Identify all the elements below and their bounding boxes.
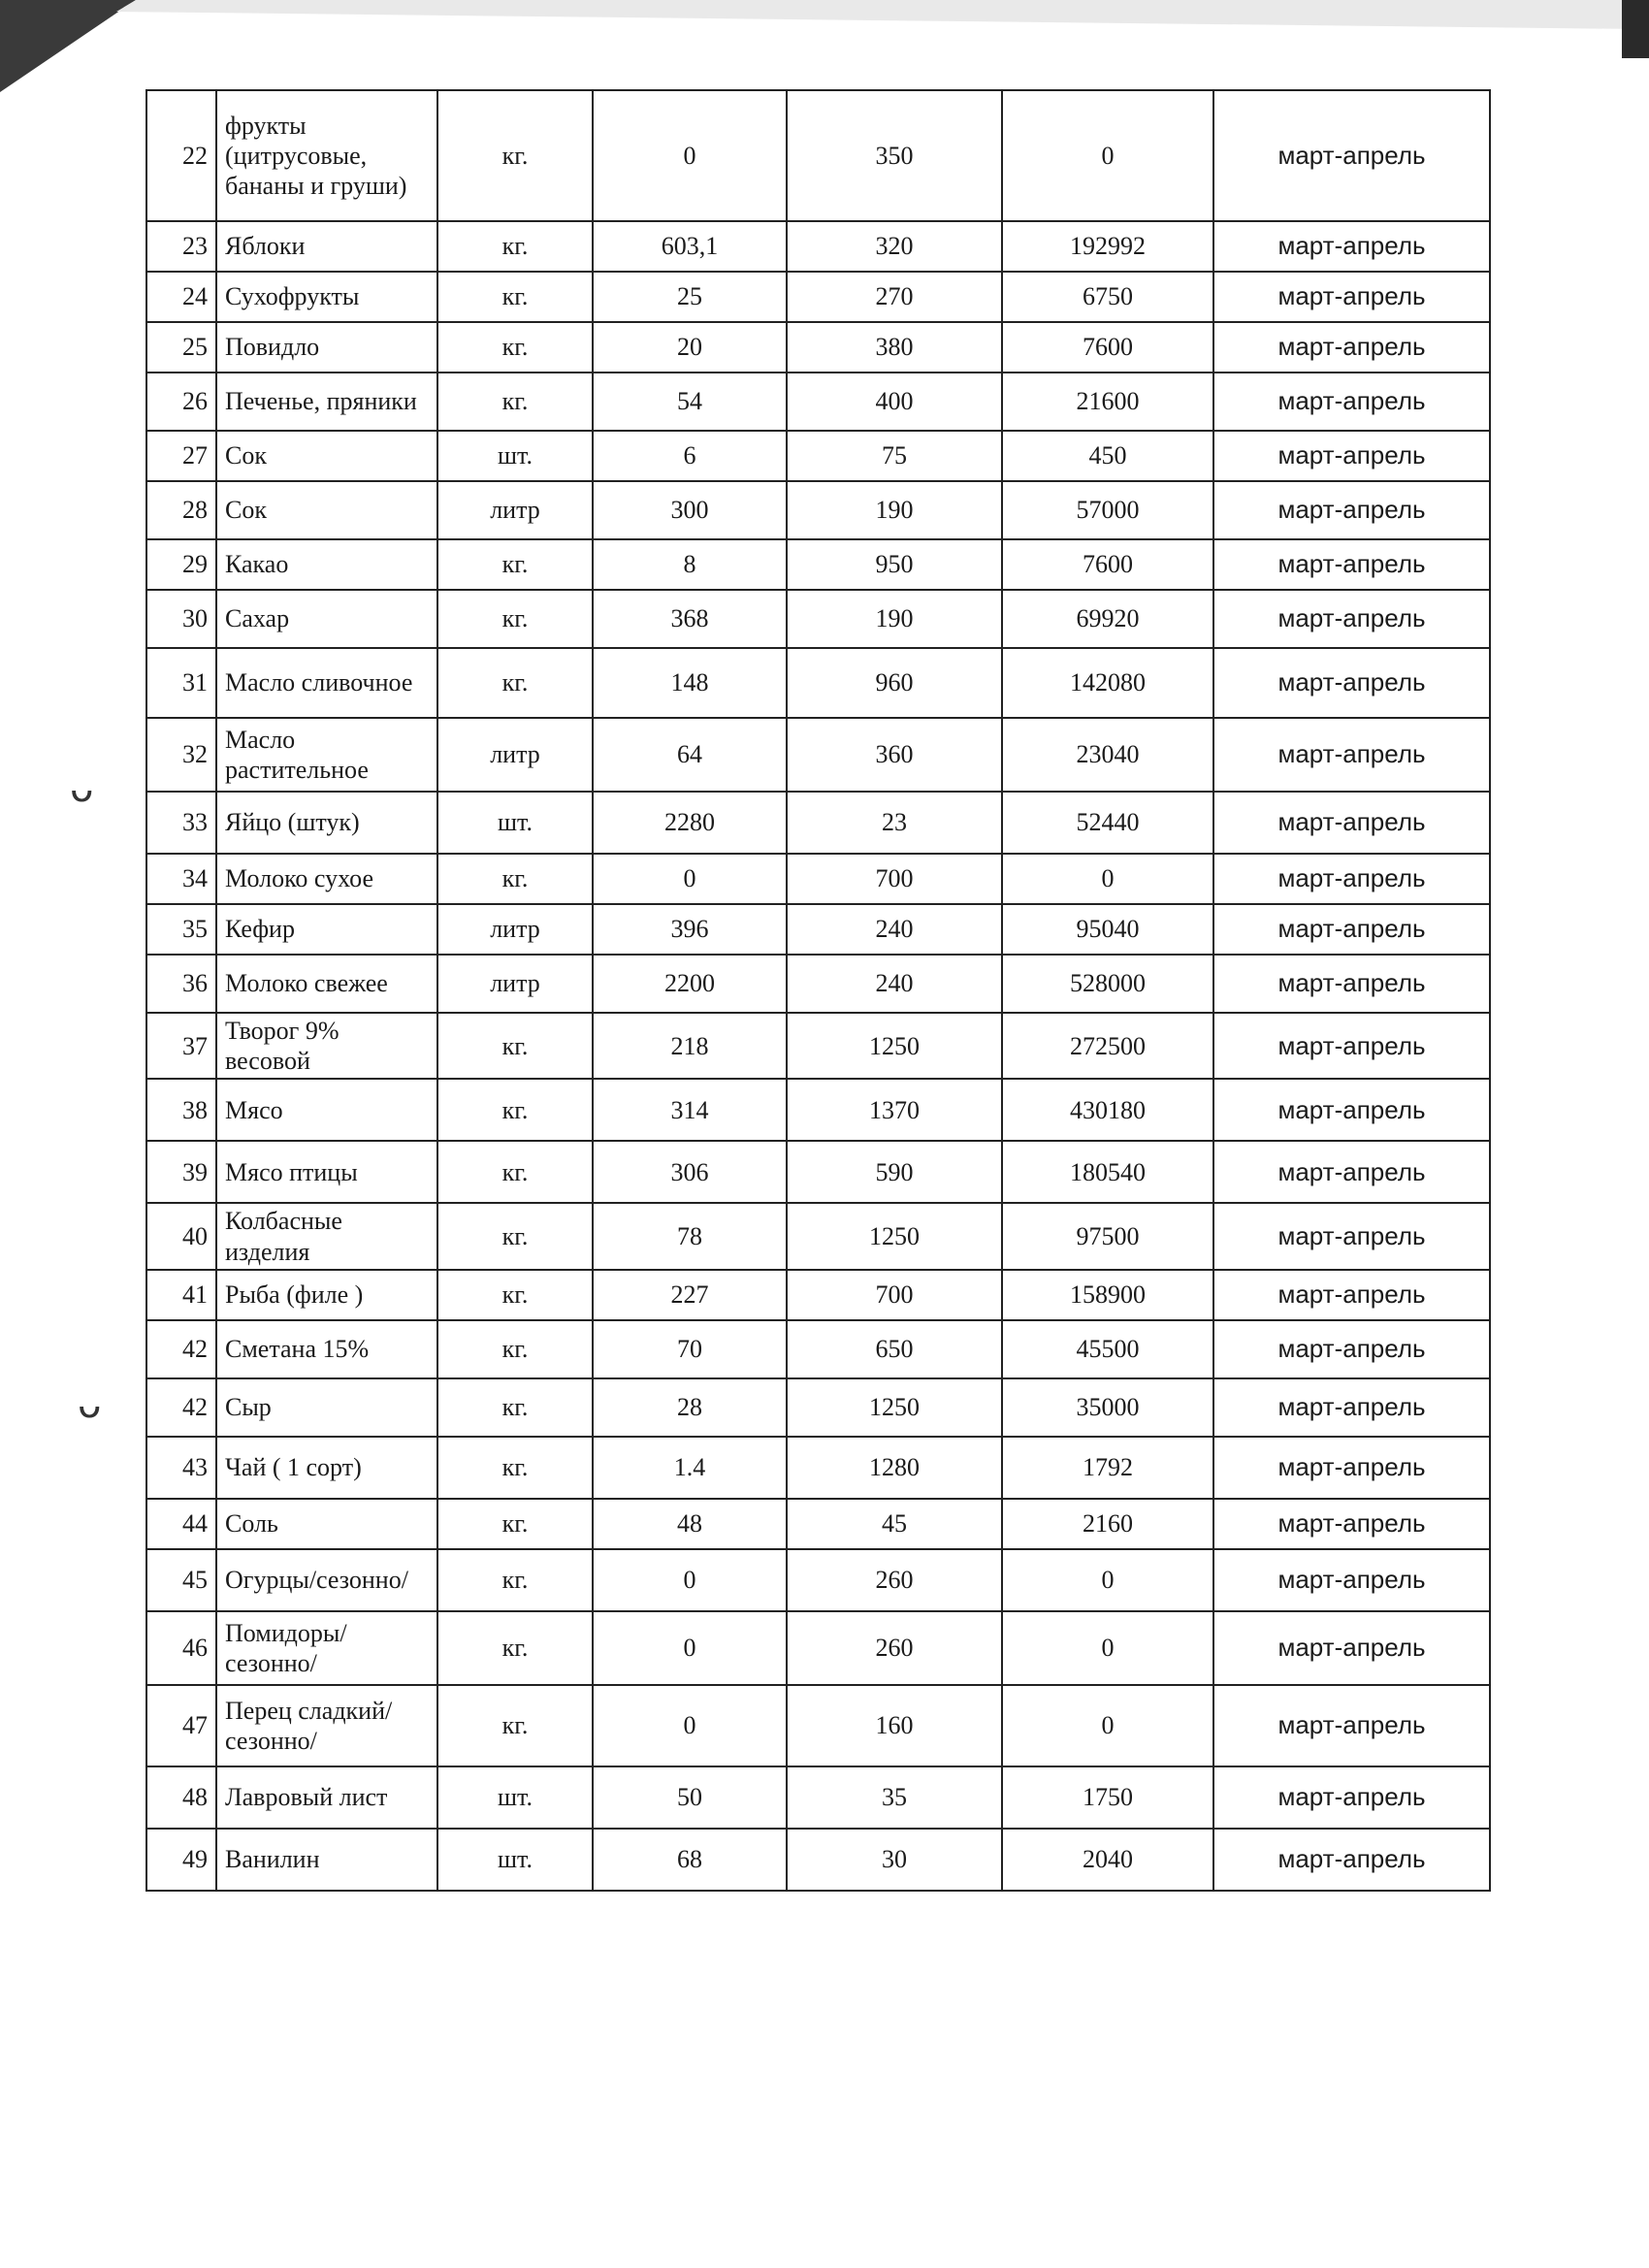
unit-cell: кг. <box>437 221 593 272</box>
row-number-cell: 47 <box>146 1685 216 1766</box>
product-table <box>146 89 1491 1892</box>
unit-cell: шт. <box>437 792 593 854</box>
price-cell: 590 <box>787 1141 1002 1203</box>
table-row <box>146 792 1490 854</box>
product-name-cell: Кефир <box>216 904 437 955</box>
row-number-cell: 31 <box>146 648 216 718</box>
quantity-cell: 54 <box>593 373 787 431</box>
sum-cell: 95040 <box>1002 904 1213 955</box>
product-name-cell: Помидоры/сезонно/ <box>216 1611 437 1685</box>
product-name-cell: Рыба (филе ) <box>216 1270 437 1320</box>
sum-cell: 180540 <box>1002 1141 1213 1203</box>
period-cell: март-апрель <box>1213 373 1490 431</box>
product-name-cell: Сухофрукты <box>216 272 437 322</box>
price-cell: 1250 <box>787 1203 1002 1269</box>
unit-cell: кг. <box>437 648 593 718</box>
table-row <box>146 1549 1490 1611</box>
price-cell: 45 <box>787 1499 1002 1549</box>
period-cell: март-апрель <box>1213 718 1490 792</box>
period-cell: март-апрель <box>1213 539 1490 590</box>
row-number-cell: 42 <box>146 1320 216 1378</box>
price-cell: 75 <box>787 431 1002 481</box>
row-number-cell: 38 <box>146 1079 216 1141</box>
sum-cell: 52440 <box>1002 792 1213 854</box>
table-row <box>146 1685 1490 1766</box>
table-row <box>146 1766 1490 1829</box>
unit-cell: шт. <box>437 431 593 481</box>
quantity-cell: 218 <box>593 1013 787 1079</box>
sum-cell: 21600 <box>1002 373 1213 431</box>
period-cell: март-апрель <box>1213 272 1490 322</box>
unit-cell: кг. <box>437 322 593 373</box>
row-number-cell: 33 <box>146 792 216 854</box>
sum-cell: 7600 <box>1002 322 1213 373</box>
quantity-cell: 25 <box>593 272 787 322</box>
price-cell: 960 <box>787 648 1002 718</box>
sum-cell: 45500 <box>1002 1320 1213 1378</box>
row-number-cell: 42 <box>146 1378 216 1437</box>
quantity-cell: 227 <box>593 1270 787 1320</box>
sum-cell: 2040 <box>1002 1829 1213 1891</box>
table-row <box>146 431 1490 481</box>
unit-cell: кг. <box>437 590 593 648</box>
sum-cell: 0 <box>1002 1611 1213 1685</box>
price-cell: 1250 <box>787 1013 1002 1079</box>
row-number-cell: 26 <box>146 373 216 431</box>
quantity-cell: 148 <box>593 648 787 718</box>
sum-cell: 1750 <box>1002 1766 1213 1829</box>
sum-cell: 97500 <box>1002 1203 1213 1269</box>
price-cell: 350 <box>787 90 1002 221</box>
product-name-cell: фрукты (цитрусовые, бананы и груши) <box>216 90 437 221</box>
period-cell: март-апрель <box>1213 1203 1490 1269</box>
quantity-cell: 68 <box>593 1829 787 1891</box>
price-cell: 700 <box>787 854 1002 904</box>
price-cell: 30 <box>787 1829 1002 1891</box>
period-cell: март-апрель <box>1213 221 1490 272</box>
unit-cell: кг. <box>437 1013 593 1079</box>
sum-cell: 430180 <box>1002 1079 1213 1141</box>
product-name-cell: Ванилин <box>216 1829 437 1891</box>
row-number-cell: 40 <box>146 1203 216 1269</box>
row-number-cell: 49 <box>146 1829 216 1891</box>
price-cell: 260 <box>787 1549 1002 1611</box>
price-cell: 160 <box>787 1685 1002 1766</box>
price-cell: 650 <box>787 1320 1002 1378</box>
table-row <box>146 1611 1490 1685</box>
product-name-cell: Молоко сухое <box>216 854 437 904</box>
period-cell: март-апрель <box>1213 1685 1490 1766</box>
period-cell: март-апрель <box>1213 1141 1490 1203</box>
table-row <box>146 1079 1490 1141</box>
period-cell: март-апрель <box>1213 1079 1490 1141</box>
sum-cell: 528000 <box>1002 955 1213 1013</box>
price-cell: 700 <box>787 1270 1002 1320</box>
unit-cell: кг. <box>437 539 593 590</box>
hole-punch-mark: ᴗ <box>70 766 94 811</box>
product-name-cell: Какао <box>216 539 437 590</box>
price-cell: 270 <box>787 272 1002 322</box>
table-row <box>146 1013 1490 1079</box>
product-table-sheet <box>146 89 1489 1892</box>
quantity-cell: 50 <box>593 1766 787 1829</box>
row-number-cell: 28 <box>146 481 216 539</box>
period-cell: март-апрель <box>1213 854 1490 904</box>
row-number-cell: 35 <box>146 904 216 955</box>
hole-punch-mark: ᴗ <box>78 1382 102 1427</box>
unit-cell: кг. <box>437 1141 593 1203</box>
period-cell: март-апрель <box>1213 1013 1490 1079</box>
sum-cell: 0 <box>1002 90 1213 221</box>
row-number-cell: 24 <box>146 272 216 322</box>
table-row <box>146 1499 1490 1549</box>
quantity-cell: 70 <box>593 1320 787 1378</box>
row-number-cell: 22 <box>146 90 216 221</box>
sum-cell: 69920 <box>1002 590 1213 648</box>
unit-cell: кг. <box>437 854 593 904</box>
table-row <box>146 90 1490 221</box>
unit-cell: литр <box>437 481 593 539</box>
price-cell: 23 <box>787 792 1002 854</box>
price-cell: 240 <box>787 904 1002 955</box>
table-row <box>146 373 1490 431</box>
period-cell: март-апрель <box>1213 322 1490 373</box>
table-row <box>146 648 1490 718</box>
quantity-cell: 1.4 <box>593 1437 787 1499</box>
quantity-cell: 48 <box>593 1499 787 1549</box>
row-number-cell: 30 <box>146 590 216 648</box>
row-number-cell: 44 <box>146 1499 216 1549</box>
period-cell: март-апрель <box>1213 431 1490 481</box>
price-cell: 240 <box>787 955 1002 1013</box>
unit-cell: кг. <box>437 1203 593 1269</box>
quantity-cell: 78 <box>593 1203 787 1269</box>
product-name-cell: Яйцо (штук) <box>216 792 437 854</box>
sum-cell: 0 <box>1002 1549 1213 1611</box>
price-cell: 320 <box>787 221 1002 272</box>
period-cell: март-апрель <box>1213 1549 1490 1611</box>
row-number-cell: 29 <box>146 539 216 590</box>
quantity-cell: 603,1 <box>593 221 787 272</box>
period-cell: март-апрель <box>1213 1766 1490 1829</box>
price-cell: 35 <box>787 1766 1002 1829</box>
sum-cell: 6750 <box>1002 272 1213 322</box>
period-cell: март-апрель <box>1213 955 1490 1013</box>
product-name-cell: Перец сладкий/сезонно/ <box>216 1685 437 1766</box>
unit-cell: кг. <box>437 1437 593 1499</box>
period-cell: март-апрель <box>1213 481 1490 539</box>
sum-cell: 192992 <box>1002 221 1213 272</box>
price-cell: 190 <box>787 481 1002 539</box>
period-cell: март-апрель <box>1213 1499 1490 1549</box>
quantity-cell: 6 <box>593 431 787 481</box>
quantity-cell: 8 <box>593 539 787 590</box>
period-cell: март-апрель <box>1213 1829 1490 1891</box>
quantity-cell: 20 <box>593 322 787 373</box>
product-name-cell: Сахар <box>216 590 437 648</box>
sum-cell: 158900 <box>1002 1270 1213 1320</box>
period-cell: март-апрель <box>1213 904 1490 955</box>
row-number-cell: 36 <box>146 955 216 1013</box>
unit-cell: кг. <box>437 272 593 322</box>
unit-cell: литр <box>437 718 593 792</box>
period-cell: март-апрель <box>1213 90 1490 221</box>
sum-cell: 57000 <box>1002 481 1213 539</box>
period-cell: март-апрель <box>1213 1378 1490 1437</box>
product-name-cell: Сок <box>216 431 437 481</box>
row-number-cell: 39 <box>146 1141 216 1203</box>
unit-cell: кг. <box>437 1611 593 1685</box>
table-row <box>146 1378 1490 1437</box>
row-number-cell: 27 <box>146 431 216 481</box>
product-name-cell: Сметана 15% <box>216 1320 437 1378</box>
table-row <box>146 1829 1490 1891</box>
price-cell: 380 <box>787 322 1002 373</box>
table-row <box>146 1437 1490 1499</box>
table-row <box>146 1203 1490 1269</box>
sum-cell: 0 <box>1002 854 1213 904</box>
price-cell: 1280 <box>787 1437 1002 1499</box>
quantity-cell: 396 <box>593 904 787 955</box>
price-cell: 1370 <box>787 1079 1002 1141</box>
unit-cell: кг. <box>437 1549 593 1611</box>
table-row <box>146 221 1490 272</box>
table-row <box>146 322 1490 373</box>
product-name-cell: Соль <box>216 1499 437 1549</box>
sum-cell: 7600 <box>1002 539 1213 590</box>
quantity-cell: 28 <box>593 1378 787 1437</box>
sum-cell: 0 <box>1002 1685 1213 1766</box>
sum-cell: 1792 <box>1002 1437 1213 1499</box>
table-row <box>146 1320 1490 1378</box>
sum-cell: 35000 <box>1002 1378 1213 1437</box>
product-name-cell: Огурцы/сезонно/ <box>216 1549 437 1611</box>
product-name-cell: Мясо птицы <box>216 1141 437 1203</box>
product-name-cell: Печенье, пряники <box>216 373 437 431</box>
row-number-cell: 37 <box>146 1013 216 1079</box>
product-name-cell: Сок <box>216 481 437 539</box>
sum-cell: 2160 <box>1002 1499 1213 1549</box>
unit-cell: кг. <box>437 1378 593 1437</box>
table-row <box>146 854 1490 904</box>
product-name-cell: Масло сливочное <box>216 648 437 718</box>
product-name-cell: Яблоки <box>216 221 437 272</box>
period-cell: март-апрель <box>1213 792 1490 854</box>
sum-cell: 272500 <box>1002 1013 1213 1079</box>
row-number-cell: 34 <box>146 854 216 904</box>
row-number-cell: 23 <box>146 221 216 272</box>
product-name-cell: Лавровый лист <box>216 1766 437 1829</box>
price-cell: 1250 <box>787 1378 1002 1437</box>
row-number-cell: 46 <box>146 1611 216 1685</box>
table-row <box>146 481 1490 539</box>
table-row <box>146 955 1490 1013</box>
price-cell: 950 <box>787 539 1002 590</box>
quantity-cell: 0 <box>593 854 787 904</box>
table-row <box>146 718 1490 792</box>
unit-cell: кг. <box>437 1320 593 1378</box>
unit-cell: литр <box>437 904 593 955</box>
quantity-cell: 368 <box>593 590 787 648</box>
product-name-cell: Колбасные изделия <box>216 1203 437 1269</box>
unit-cell: литр <box>437 955 593 1013</box>
table-body <box>146 90 1490 1891</box>
price-cell: 360 <box>787 718 1002 792</box>
unit-cell: кг. <box>437 90 593 221</box>
unit-cell: кг. <box>437 1499 593 1549</box>
period-cell: март-апрель <box>1213 1437 1490 1499</box>
row-number-cell: 43 <box>146 1437 216 1499</box>
quantity-cell: 0 <box>593 1685 787 1766</box>
price-cell: 190 <box>787 590 1002 648</box>
period-cell: март-апрель <box>1213 1270 1490 1320</box>
product-name-cell: Повидло <box>216 322 437 373</box>
unit-cell: кг. <box>437 1079 593 1141</box>
quantity-cell: 2200 <box>593 955 787 1013</box>
table-row <box>146 272 1490 322</box>
period-cell: март-апрель <box>1213 648 1490 718</box>
price-cell: 400 <box>787 373 1002 431</box>
table-row <box>146 590 1490 648</box>
quantity-cell: 0 <box>593 90 787 221</box>
price-cell: 260 <box>787 1611 1002 1685</box>
row-number-cell: 48 <box>146 1766 216 1829</box>
quantity-cell: 0 <box>593 1549 787 1611</box>
unit-cell: кг. <box>437 1685 593 1766</box>
quantity-cell: 306 <box>593 1141 787 1203</box>
unit-cell: шт. <box>437 1766 593 1829</box>
row-number-cell: 32 <box>146 718 216 792</box>
row-number-cell: 25 <box>146 322 216 373</box>
quantity-cell: 2280 <box>593 792 787 854</box>
product-name-cell: Творог 9% весовой <box>216 1013 437 1079</box>
table-row <box>146 1141 1490 1203</box>
sum-cell: 142080 <box>1002 648 1213 718</box>
quantity-cell: 0 <box>593 1611 787 1685</box>
row-number-cell: 41 <box>146 1270 216 1320</box>
product-name-cell: Чай ( 1 сорт) <box>216 1437 437 1499</box>
unit-cell: кг. <box>437 1270 593 1320</box>
period-cell: март-апрель <box>1213 1611 1490 1685</box>
product-name-cell: Мясо <box>216 1079 437 1141</box>
table-row <box>146 904 1490 955</box>
period-cell: март-апрель <box>1213 590 1490 648</box>
product-name-cell: Сыр <box>216 1378 437 1437</box>
sum-cell: 450 <box>1002 431 1213 481</box>
table-row <box>146 1270 1490 1320</box>
unit-cell: кг. <box>437 373 593 431</box>
product-name-cell: Молоко свежее <box>216 955 437 1013</box>
product-name-cell: Масло растительное <box>216 718 437 792</box>
row-number-cell: 45 <box>146 1549 216 1611</box>
period-cell: март-апрель <box>1213 1320 1490 1378</box>
quantity-cell: 64 <box>593 718 787 792</box>
table-row <box>146 539 1490 590</box>
quantity-cell: 314 <box>593 1079 787 1141</box>
unit-cell: шт. <box>437 1829 593 1891</box>
quantity-cell: 300 <box>593 481 787 539</box>
sum-cell: 23040 <box>1002 718 1213 792</box>
